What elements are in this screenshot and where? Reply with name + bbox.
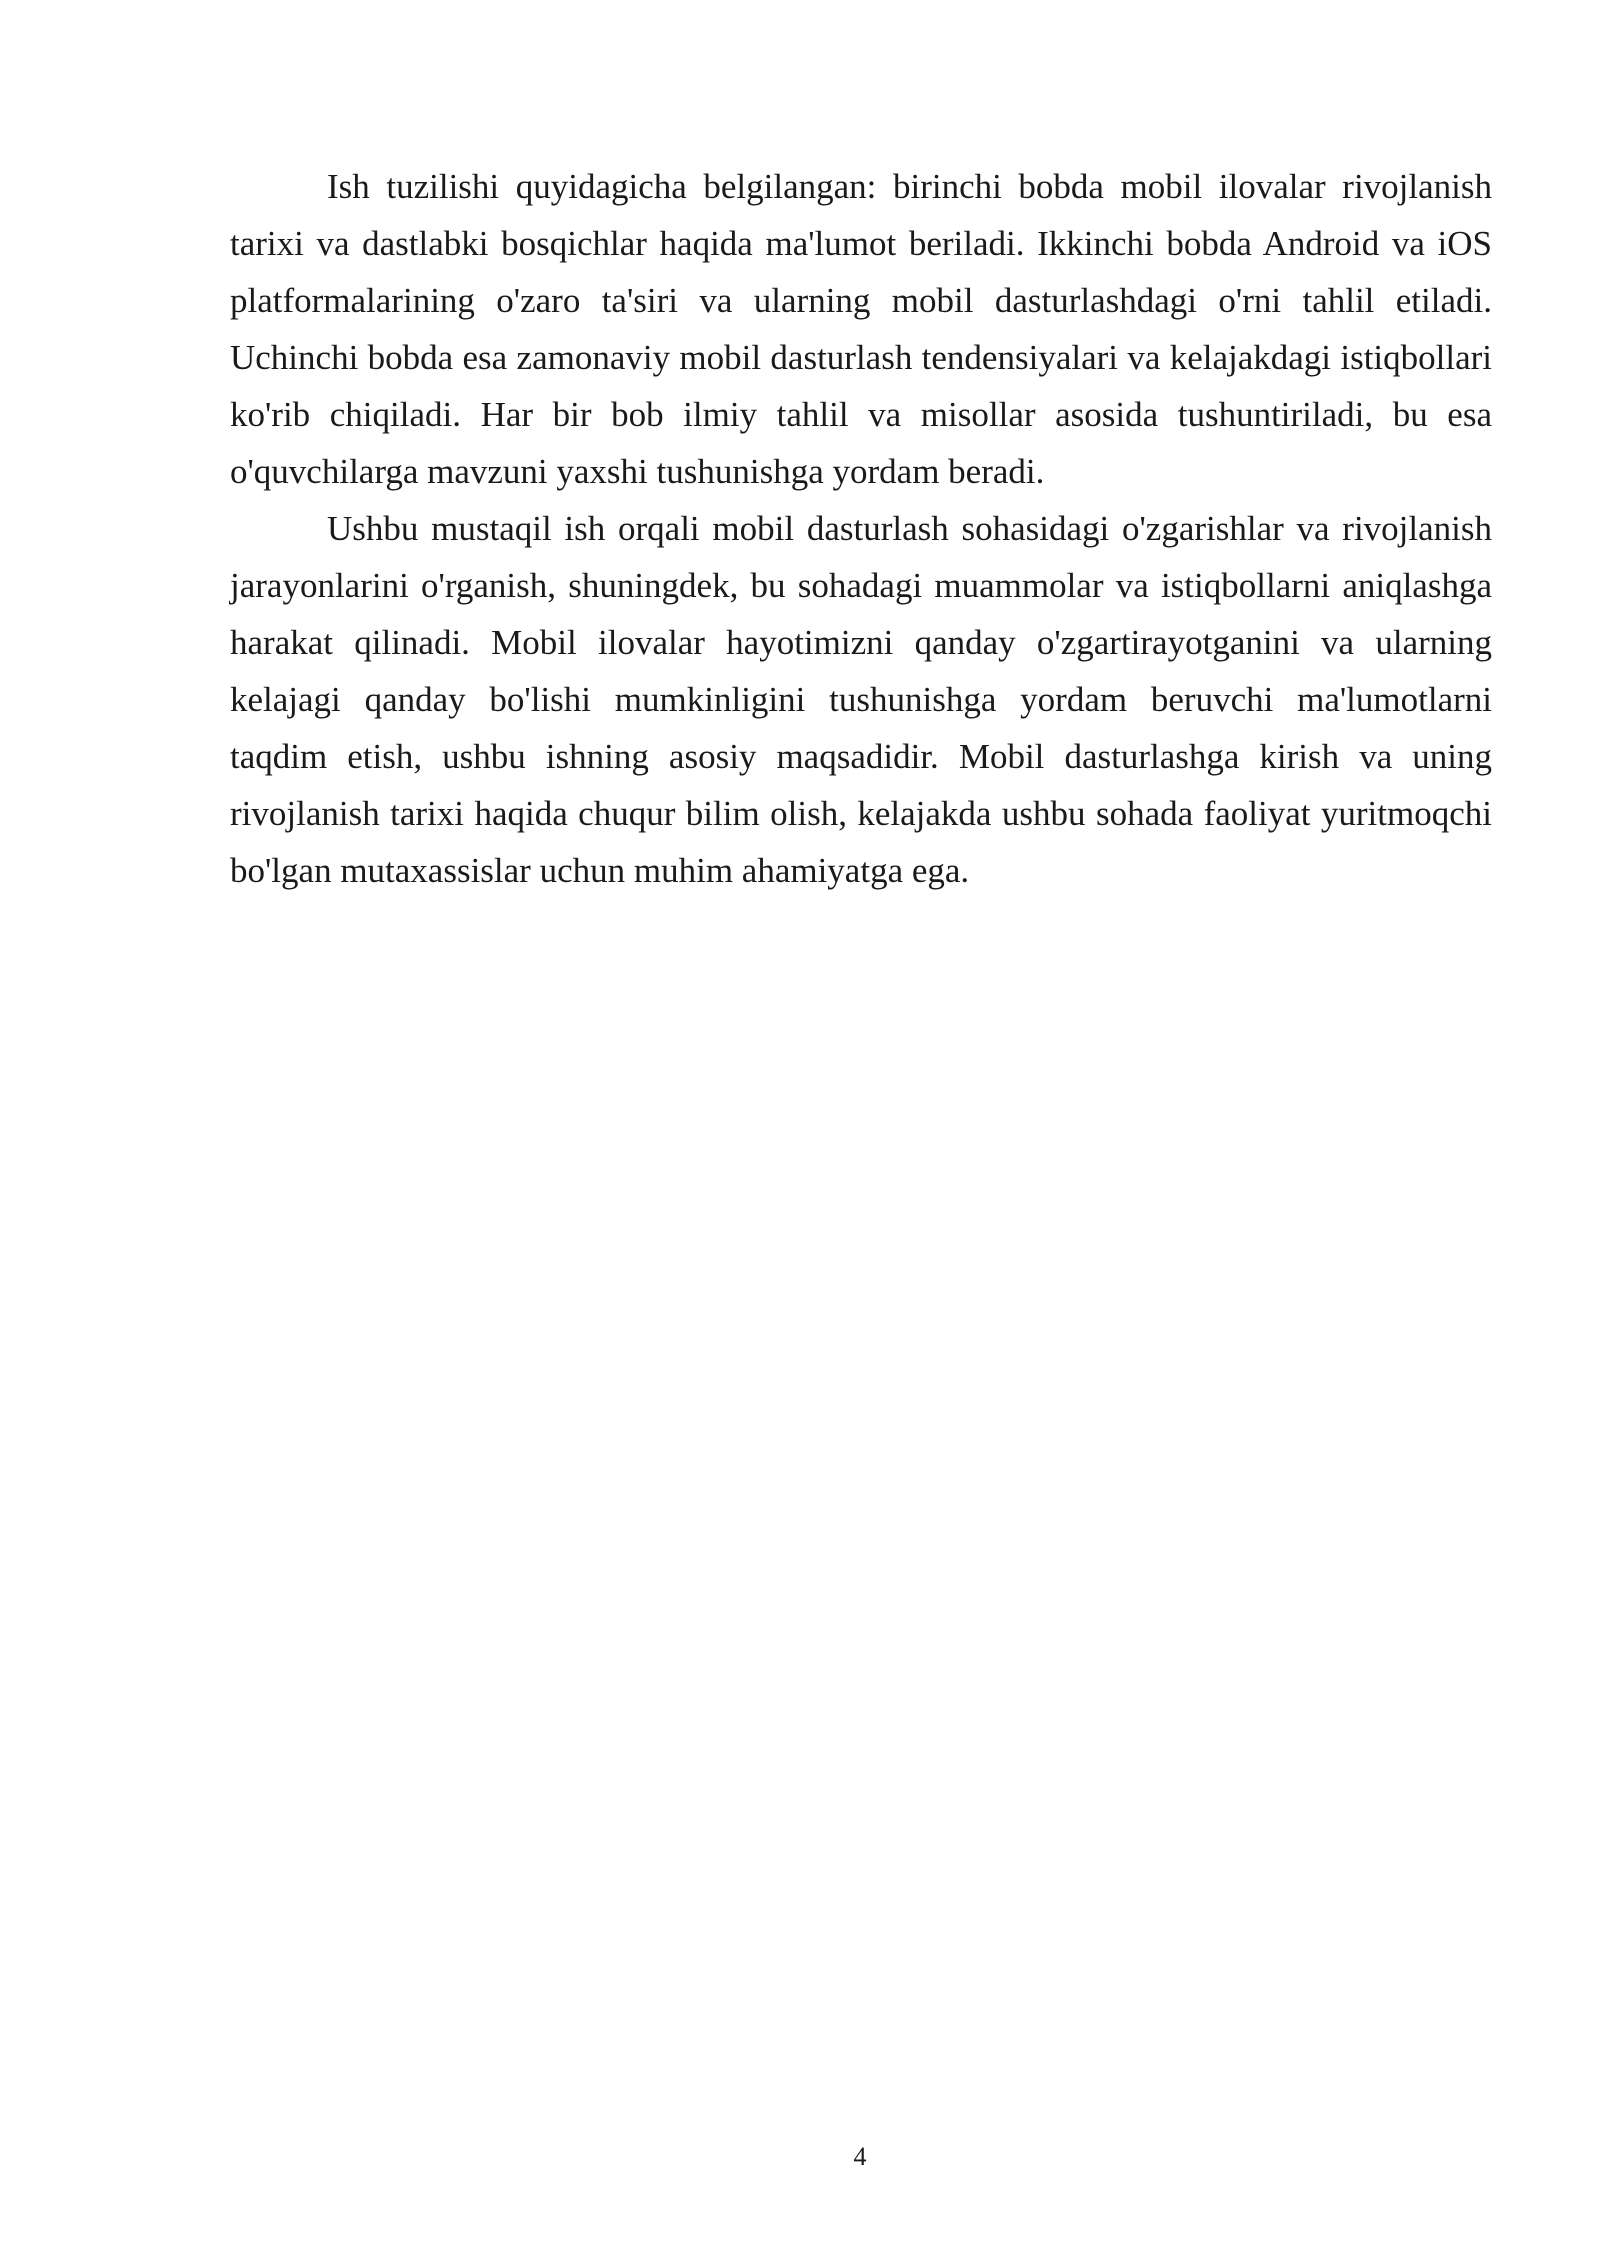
page-number: 4	[853, 2142, 867, 2171]
paragraph-structure: Ish tuzilishi quyidagicha belgilangan: birinchi bobda mobil ilovalar rivojlanish tarixi va dastlabki bosqichlar haqida ma'lumot beriladi. Ikkinchi bobda Android va iOS platformalarining o'zaro ta'siri va ularning mobil dasturlashdagi o'rni tahlil etiladi. Uchinchi bobda esa zamonaviy mobil dasturlash tendensiyalari va kelajakdagi istiqbollari ko'rib chiqiladi. Har bir bob ilmiy tahlil va misollar asosida tushuntiriladi, bu esa o'quvchilarga mavzuni yaxshi tushunishga yordam beradi.	[230, 167, 1492, 491]
body-text	[230, 158, 1492, 899]
paragraph-purpose: Ushbu mustaqil ish orqali mobil dasturlash sohasidagi o'zgarishlar va rivojlanish jarayonlarini o'rganish, shuningdek, bu sohadagi muammolar va istiqbollarni aniqlashga harakat qilinadi. Mobil ilovalar hayotimizni qanday o'zgartirayotganini va ularning kelajagi qanday bo'lishi mumkinligini tushunishga yordam beruvchi ma'lumotlarni taqdim etish, ushbu ishning asosiy maqsadidir. Mobil dasturlashga kirish va uning rivojlanish tarixi haqida chuqur bilim olish, kelajakda ushbu sohada faoliyat yuritmoqchi bo'lgan mutaxassislar uchun muhim ahamiyatga ega.	[230, 509, 1492, 890]
